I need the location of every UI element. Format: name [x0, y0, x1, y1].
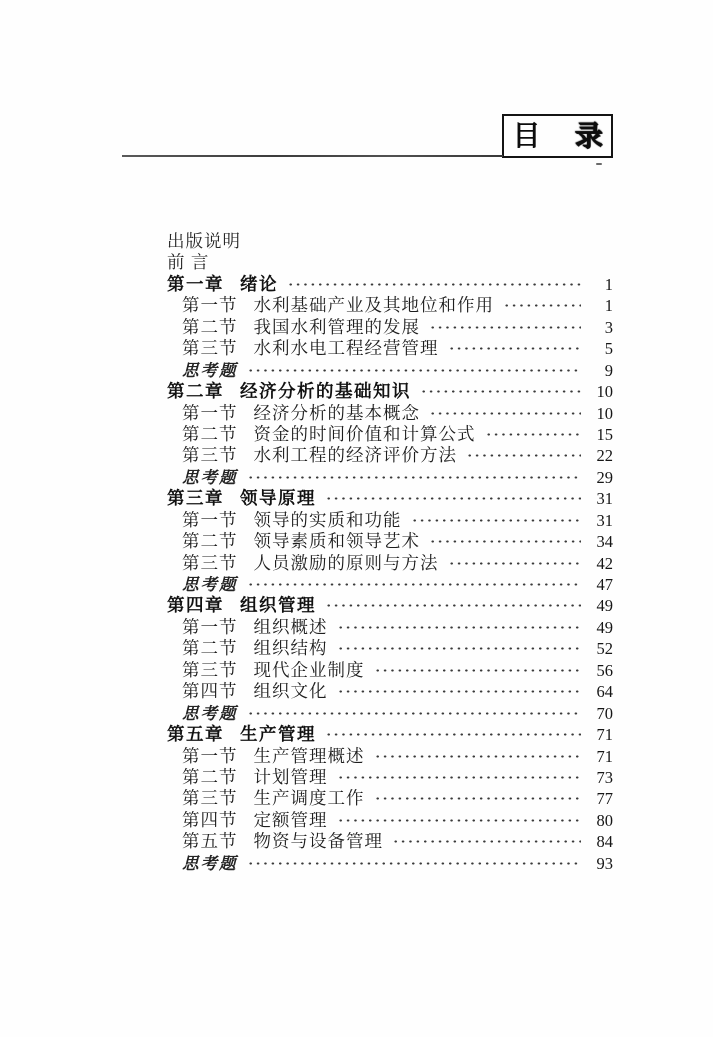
toc-row — [167, 338, 613, 359]
toc-entry-number: 第二节 — [182, 316, 238, 337]
toc-list — [167, 231, 613, 874]
dot-leader — [337, 810, 582, 831]
toc-entry-number: 第三章 — [167, 488, 224, 509]
toc-entry-number: 第三节 — [182, 788, 238, 809]
toc-row — [167, 703, 613, 724]
dot-leader — [466, 445, 581, 466]
toc-entry-title: 计划管理 — [253, 766, 328, 787]
toc-entry-title: 思考题 — [182, 360, 238, 380]
toc-row — [167, 510, 613, 531]
toc-entry-number: 第四节 — [182, 809, 238, 830]
header-rule — [122, 155, 503, 157]
toc-entry-title: 生产调度工作 — [253, 788, 365, 809]
toc-row — [167, 403, 613, 424]
toc-row — [167, 445, 613, 466]
toc-entry-title: 领导原理 — [240, 488, 316, 509]
dot-leader — [429, 531, 581, 552]
toc-entry-page: 49 — [596, 617, 613, 637]
toc-entry-number: 第一节 — [182, 402, 238, 423]
toc-entry-page: 1 — [604, 274, 613, 294]
toc-entry-page: 5 — [604, 339, 613, 359]
dot-leader — [337, 617, 582, 638]
toc-entry-page: 22 — [596, 446, 613, 466]
toc-entry-page: 73 — [596, 767, 613, 787]
toc-entry-title: 经济分析的基本概念 — [253, 402, 420, 423]
toc-entry-number: 第二节 — [182, 638, 238, 659]
toc-row — [167, 810, 613, 831]
dot-leader — [247, 853, 582, 874]
toc-entry-title: 水利基础产业及其地位和作用 — [253, 295, 494, 316]
toc-entry-title: 生产管理 — [240, 724, 316, 745]
toc-entry-title: 组织概述 — [253, 616, 328, 637]
toc-title-char-mu: 目 — [512, 120, 541, 151]
toc-row — [167, 638, 613, 659]
toc-row — [167, 660, 613, 681]
toc-entry-number: 第三节 — [182, 552, 238, 573]
toc-row — [167, 853, 613, 874]
toc-entry-number: 第一节 — [182, 295, 238, 316]
dot-leader — [429, 403, 581, 424]
toc-entry-number: 第二节 — [182, 766, 238, 787]
dot-leader — [287, 274, 581, 295]
toc-entry-number: 第三节 — [182, 659, 238, 680]
toc-row — [167, 274, 613, 295]
dot-leader — [374, 746, 582, 767]
toc-entry-page: 56 — [596, 660, 613, 680]
toc-entry-title: 绪论 — [240, 273, 278, 294]
dot-leader — [247, 467, 582, 488]
toc-row — [167, 252, 613, 273]
toc-row — [167, 724, 613, 745]
toc-entry-page: 10 — [596, 403, 613, 423]
toc-entry-page: 77 — [596, 789, 613, 809]
toc-row — [167, 574, 613, 595]
toc-entry-title: 水利水电工程经营管理 — [253, 338, 439, 359]
toc-row — [167, 595, 613, 616]
toc-entry-title: 现代企业制度 — [253, 659, 365, 680]
toc-entry-title: 经济分析的基础知识 — [240, 381, 411, 402]
dot-leader — [448, 553, 582, 574]
toc-row — [167, 531, 613, 552]
toc-row — [167, 831, 613, 852]
toc-row — [167, 553, 613, 574]
toc-entry-number: 第二节 — [182, 531, 238, 552]
toc-entry-title: 定额管理 — [253, 809, 328, 830]
dot-leader — [392, 831, 581, 852]
scan-speck — [596, 163, 602, 165]
toc-entry-page: 71 — [596, 746, 613, 766]
toc-row — [167, 360, 613, 381]
toc-row — [167, 746, 613, 767]
toc-entry-title: 人员激励的原则与方法 — [253, 552, 439, 573]
toc-entry-title: 思考题 — [182, 575, 238, 594]
toc-entry-title: 思考题 — [182, 853, 238, 873]
toc-row — [167, 467, 613, 488]
toc-entry-page: 31 — [596, 510, 613, 530]
toc-row — [167, 681, 613, 702]
toc-row — [167, 788, 613, 809]
toc-entry-number: 第三节 — [182, 445, 238, 466]
toc-row — [167, 295, 613, 316]
toc-entry-title: 组织管理 — [240, 595, 316, 616]
dot-leader — [374, 660, 582, 681]
toc-entry-page: 80 — [596, 810, 613, 830]
toc-entry-page: 31 — [596, 489, 613, 509]
toc-entry-page: 9 — [604, 360, 613, 380]
toc-entry-number: 第二节 — [182, 423, 238, 444]
toc-entry-number: 第三节 — [182, 338, 238, 359]
toc-entry-title: 资金的时间价值和计算公式 — [253, 423, 476, 444]
toc-row — [167, 767, 613, 788]
toc-entry-page: 15 — [596, 424, 613, 444]
dot-leader — [325, 488, 581, 509]
toc-entry-title: 思考题 — [182, 467, 238, 487]
toc-entry-page: 49 — [596, 596, 613, 616]
toc-entry-number: 第一节 — [182, 509, 238, 530]
toc-entry-page: 93 — [596, 853, 613, 873]
toc-entry-page: 29 — [596, 467, 613, 487]
toc-entry-title: 思考题 — [182, 703, 238, 723]
dot-leader — [247, 360, 582, 381]
toc-entry-number: 第五章 — [167, 724, 224, 745]
toc-title-char-lu: 录 — [574, 120, 603, 151]
toc-entry-number: 第一章 — [167, 273, 224, 294]
toc-entry-number: 第一节 — [182, 745, 238, 766]
toc-entry-title: 组织结构 — [253, 638, 328, 659]
toc-entry-title: 出版说明 — [167, 231, 241, 251]
toc-row — [167, 617, 613, 638]
toc-entry-page: 64 — [596, 682, 613, 702]
dot-leader — [337, 638, 582, 659]
toc-entry-page: 84 — [596, 832, 613, 852]
toc-entry-title: 领导的实质和功能 — [253, 509, 402, 530]
toc-entry-number: 第一节 — [182, 616, 238, 637]
toc-entry-page: 71 — [596, 725, 613, 745]
dot-leader — [374, 788, 582, 809]
toc-row — [167, 381, 613, 402]
toc-row — [167, 317, 613, 338]
toc-entry-title: 水利工程的经济评价方法 — [253, 445, 457, 466]
dot-leader — [337, 681, 582, 702]
toc-title-box — [502, 114, 613, 158]
toc-entry-page: 70 — [596, 703, 613, 723]
toc-entry-title: 前 言 — [167, 252, 210, 273]
toc-entry-page: 52 — [596, 639, 613, 659]
toc-entry-title: 物资与设备管理 — [253, 831, 383, 852]
dot-leader — [503, 295, 581, 316]
toc-entry-number: 第四章 — [167, 595, 224, 616]
toc-row — [167, 488, 613, 509]
dot-leader — [247, 703, 582, 724]
toc-entry-number: 第二章 — [167, 381, 224, 402]
toc-entry-page: 10 — [596, 382, 613, 402]
dot-leader — [485, 424, 582, 445]
toc-row — [167, 231, 613, 252]
toc-entry-page: 34 — [596, 532, 613, 552]
toc-entry-page: 42 — [596, 553, 613, 573]
dot-leader — [429, 317, 581, 338]
dot-leader — [337, 767, 582, 788]
dot-leader — [247, 574, 582, 595]
toc-entry-title: 组织文化 — [253, 681, 328, 702]
toc-row — [167, 424, 613, 445]
toc-entry-page: 3 — [604, 317, 613, 337]
toc-entry-page: 1 — [604, 296, 613, 316]
toc-entry-number: 第五节 — [182, 831, 238, 852]
toc-entry-title: 领导素质和领导艺术 — [253, 531, 420, 552]
toc-entry-title: 我国水利管理的发展 — [253, 316, 420, 337]
dot-leader — [325, 724, 581, 745]
toc-entry-title: 生产管理概述 — [253, 745, 365, 766]
dot-leader — [325, 595, 581, 616]
toc-entry-page: 47 — [596, 575, 613, 594]
dot-leader — [411, 510, 582, 531]
dot-leader — [448, 338, 582, 359]
dot-leader — [420, 381, 581, 402]
toc-entry-number: 第四节 — [182, 681, 238, 702]
